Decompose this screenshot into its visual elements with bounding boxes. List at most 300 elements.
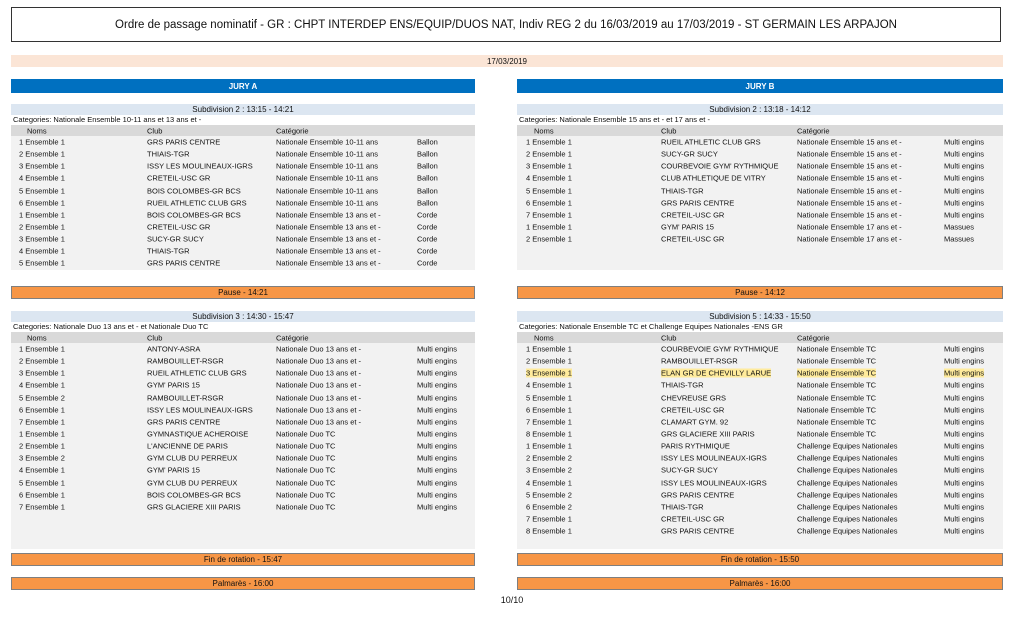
row-name: 2 Ensemble 1	[526, 234, 572, 244]
table-row	[517, 233, 1003, 245]
row-category: Nationale Ensemble 15 ans et -	[797, 149, 902, 159]
row-club: BOIS COLOMBES-GR BCS	[147, 490, 241, 500]
table-row	[11, 501, 475, 513]
row-category: Challenge Equipes Nationales	[797, 514, 898, 524]
row-category: Nationale Duo TC	[276, 429, 336, 439]
table-body	[517, 343, 1003, 549]
row-apparatus: Multi engins	[944, 417, 985, 427]
row-club: RUEIL ATHLETIC CLUB GRS	[661, 137, 761, 147]
table-row	[517, 221, 1003, 233]
row-club: SUCY-GR SUCY	[147, 234, 204, 244]
table-header	[517, 125, 1003, 136]
table-body	[517, 136, 1003, 270]
row-name: 4 Ensemble 1	[526, 380, 572, 390]
row-club: GRS PARIS CENTRE	[147, 137, 221, 147]
table-row	[11, 477, 475, 489]
row-apparatus: Multi engins	[417, 380, 458, 390]
row-name: 3 Ensemble 2	[19, 453, 65, 463]
end-rotation-bar: Fin de rotation - 15:50	[517, 553, 1003, 566]
row-club: CRETEIL-USC GR	[661, 405, 725, 415]
jury-b-subdivision-2	[517, 104, 1003, 270]
row-name: 3 Ensemble 1	[526, 368, 572, 378]
row-category: Nationale Duo TC	[276, 465, 336, 475]
header-club: Club	[147, 126, 163, 135]
table-row	[11, 489, 475, 501]
table-row	[11, 185, 475, 197]
row-apparatus: Multi engins	[944, 210, 985, 220]
table-row	[517, 160, 1003, 172]
row-category: Nationale Ensemble 13 ans et -	[276, 234, 381, 244]
row-apparatus: Massues	[944, 222, 975, 232]
row-apparatus: Ballon	[417, 186, 438, 196]
row-category: Nationale Ensemble TC	[797, 380, 877, 390]
table-row	[11, 197, 475, 209]
row-name: 2 Ensemble 1	[526, 356, 572, 366]
row-apparatus: Ballon	[417, 149, 438, 159]
row-club: SUCY-GR SUCY	[661, 465, 718, 475]
table-row	[517, 525, 1003, 537]
table-row	[517, 197, 1003, 209]
row-club: ELAN GR DE CHEVILLY LARUE	[661, 368, 772, 378]
row-category: Nationale Duo 13 ans et -	[276, 393, 362, 403]
row-category: Nationale Ensemble 13 ans et -	[276, 210, 381, 220]
row-apparatus: Multi engins	[944, 186, 985, 196]
row-club: RAMBOUILLET-RSGR	[661, 356, 738, 366]
row-apparatus: Multi engins	[417, 356, 458, 366]
table-row	[517, 489, 1003, 501]
row-category: Nationale Ensemble 13 ans et -	[276, 258, 381, 268]
row-name: 6 Ensemble 1	[19, 490, 65, 500]
table-row-empty	[11, 537, 475, 549]
row-name: 7 Ensemble 1	[526, 514, 572, 524]
row-club: GYMNASTIQUE ACHEROISE	[147, 429, 249, 439]
row-name: 8 Ensemble 1	[526, 526, 572, 536]
table-row	[517, 209, 1003, 221]
row-name: 4 Ensemble 1	[526, 173, 572, 183]
row-club: GRS PARIS CENTRE	[147, 417, 221, 427]
row-apparatus: Multi engins	[944, 405, 985, 415]
row-club: CRETEIL-USC GR	[147, 222, 211, 232]
row-name: 2 Ensemble 1	[19, 149, 65, 159]
table-row	[11, 221, 475, 233]
row-apparatus: Multi engins	[944, 490, 985, 500]
row-name: 2 Ensemble 1	[19, 441, 65, 451]
date-bar: 17/03/2019	[11, 55, 1003, 67]
row-category: Challenge Equipes Nationales	[797, 526, 898, 536]
row-name: 5 Ensemble 1	[19, 478, 65, 488]
row-name: 6 Ensemble 1	[526, 405, 572, 415]
row-category: Nationale Duo 13 ans et -	[276, 380, 362, 390]
row-name: 1 Ensemble 1	[19, 210, 65, 220]
row-apparatus: Multi engins	[417, 393, 458, 403]
row-name: 7 Ensemble 1	[526, 210, 572, 220]
row-name: 4 Ensemble 1	[19, 465, 65, 475]
header-club: Club	[147, 333, 163, 342]
row-club: GYM CLUB DU PERREUX	[147, 453, 238, 463]
row-club: THIAIS-TGR	[147, 149, 190, 159]
row-apparatus: Multi engins	[417, 478, 458, 488]
categories-line: Categories: Nationale Ensemble 10-11 ans et 13 ans et -	[13, 115, 202, 124]
row-apparatus: Multi engins	[417, 368, 458, 378]
row-category: Nationale Ensemble 10-11 ans	[276, 137, 379, 147]
schedule-table	[517, 125, 1003, 270]
row-name: 1 Ensemble 1	[19, 137, 65, 147]
row-name: 3 Ensemble 1	[526, 161, 572, 171]
row-club: THIAIS-TGR	[661, 186, 704, 196]
row-apparatus: Multi engins	[944, 502, 985, 512]
row-club: GRS PARIS CENTRE	[147, 258, 221, 268]
table-row	[517, 404, 1003, 416]
row-name: 7 Ensemble 1	[19, 417, 65, 427]
subdivision-title: Subdivision 5 : 14:33 - 15:50	[517, 311, 1003, 322]
table-row	[11, 148, 475, 160]
row-category: Nationale Duo 13 ans et -	[276, 405, 362, 415]
table-row-empty	[517, 257, 1003, 269]
row-club: L'ANCIENNE DE PARIS	[147, 441, 228, 451]
row-category: Nationale Ensemble 15 ans et -	[797, 137, 902, 147]
row-apparatus: Multi engins	[944, 393, 985, 403]
row-category: Challenge Equipes Nationales	[797, 490, 898, 500]
row-apparatus: Corde	[417, 258, 438, 268]
row-club: ISSY LES MOULINEAUX-IGRS	[147, 405, 253, 415]
subdivision-title: Subdivision 3 : 14:30 - 15:47	[11, 311, 475, 322]
table-body	[11, 343, 475, 549]
row-category: Nationale Ensemble 10-11 ans	[276, 198, 379, 208]
row-apparatus: Corde	[417, 246, 438, 256]
table-row-empty	[11, 513, 475, 525]
row-apparatus: Ballon	[417, 173, 438, 183]
table-row	[517, 355, 1003, 367]
row-name: 4 Ensemble 1	[526, 478, 572, 488]
page-number: 10/10	[500, 595, 524, 605]
table-row	[11, 257, 475, 269]
table-row-empty	[11, 525, 475, 537]
row-club: GYM' PARIS 15	[147, 380, 200, 390]
row-apparatus: Multi engins	[417, 417, 458, 427]
row-club: GRS GLACIERE XIII PARIS	[147, 502, 241, 512]
row-name: 5 Ensemble 1	[19, 258, 65, 268]
row-club: GRS PARIS CENTRE	[661, 526, 735, 536]
row-apparatus: Multi engins	[417, 490, 458, 500]
row-apparatus: Multi engins	[944, 344, 985, 354]
subdivision-title: Subdivision 2 : 13:15 - 14:21	[11, 104, 475, 115]
row-club: CRETEIL-USC GR	[661, 234, 725, 244]
table-row	[11, 404, 475, 416]
row-category: Challenge Equipes Nationales	[797, 478, 898, 488]
row-name: 7 Ensemble 1	[526, 417, 572, 427]
row-apparatus: Multi engins	[944, 368, 985, 378]
table-row	[517, 185, 1003, 197]
table-row	[11, 416, 475, 428]
row-name: 3 Ensemble 1	[19, 368, 65, 378]
row-name: 5 Ensemble 1	[19, 186, 65, 196]
row-category: Nationale Ensemble 13 ans et -	[276, 246, 381, 256]
row-name: 3 Ensemble 1	[19, 161, 65, 171]
categories-line: Categories: Nationale Ensemble 15 ans et - et 17 ans et -	[519, 115, 710, 124]
row-name: 8 Ensemble 1	[526, 429, 572, 439]
row-name: 4 Ensemble 1	[19, 246, 65, 256]
schedule-table	[517, 332, 1003, 549]
table-row	[11, 160, 475, 172]
header-names: Noms	[534, 333, 554, 342]
row-category: Nationale Ensemble 15 ans et -	[797, 161, 902, 171]
row-name: 1 Ensemble 1	[19, 429, 65, 439]
row-club: SUCY-GR SUCY	[661, 149, 718, 159]
row-category: Nationale Ensemble TC	[797, 405, 877, 415]
row-apparatus: Multi engins	[944, 453, 985, 463]
table-row	[517, 367, 1003, 379]
row-club: CRETEIL-USC GR	[661, 210, 725, 220]
table-body	[11, 136, 475, 270]
row-category: Nationale Duo TC	[276, 478, 336, 488]
jury-a-subdivision-3	[11, 311, 475, 549]
header-category: Catégorie	[797, 333, 830, 342]
row-name: 6 Ensemble 1	[19, 198, 65, 208]
row-apparatus: Ballon	[417, 161, 438, 171]
header-club: Club	[661, 126, 677, 135]
row-apparatus: Multi engins	[417, 429, 458, 439]
table-row	[11, 355, 475, 367]
row-apparatus: Corde	[417, 234, 438, 244]
row-category: Nationale Ensemble 15 ans et -	[797, 198, 902, 208]
row-name: 2 Ensemble 1	[526, 149, 572, 159]
table-row	[11, 452, 475, 464]
table-row	[517, 343, 1003, 355]
table-row	[517, 392, 1003, 404]
table-row-empty	[517, 245, 1003, 257]
jury-b-subdivision-5	[517, 311, 1003, 549]
row-apparatus: Multi engins	[417, 453, 458, 463]
row-club: COURBEVOIE GYM' RYTHMIQUE	[661, 344, 779, 354]
row-name: 2 Ensemble 1	[19, 222, 65, 232]
row-category: Nationale Ensemble 10-11 ans	[276, 149, 379, 159]
table-row	[517, 477, 1003, 489]
row-name: 6 Ensemble 1	[526, 198, 572, 208]
row-category: Nationale Ensemble 17 ans et -	[797, 234, 902, 244]
row-category: Nationale Ensemble TC	[797, 368, 877, 378]
header-names: Noms	[27, 126, 47, 135]
row-club: CRETEIL-USC GR	[147, 173, 211, 183]
jury-b-header: JURY B	[517, 79, 1003, 93]
row-apparatus: Multi engins	[944, 161, 985, 171]
categories-line: Categories: Nationale Ensemble TC et Challenge Equipes Nationales -ENS GR	[519, 322, 783, 331]
table-row-empty	[517, 537, 1003, 549]
table-row	[11, 367, 475, 379]
row-name: 5 Ensemble 1	[526, 186, 572, 196]
row-category: Challenge Equipes Nationales	[797, 441, 898, 451]
jury-a-subdivision-2	[11, 104, 475, 270]
row-apparatus: Multi engins	[944, 198, 985, 208]
header-category: Catégorie	[797, 126, 830, 135]
table-row	[517, 428, 1003, 440]
row-name: 3 Ensemble 2	[526, 465, 572, 475]
table-row	[11, 379, 475, 391]
row-name: 1 Ensemble 1	[19, 344, 65, 354]
row-apparatus: Multi engins	[944, 137, 985, 147]
row-category: Nationale Duo 13 ans et -	[276, 344, 362, 354]
row-apparatus: Multi engins	[944, 380, 985, 390]
row-club: CLAMART GYM. 92	[661, 417, 729, 427]
table-row	[517, 148, 1003, 160]
schedule-table	[11, 125, 475, 270]
row-category: Nationale Duo TC	[276, 502, 336, 512]
row-club: GRS GLACIERE XIII PARIS	[661, 429, 755, 439]
row-club: GYM' PARIS 15	[147, 465, 200, 475]
row-category: Nationale Duo 13 ans et -	[276, 417, 362, 427]
row-apparatus: Ballon	[417, 137, 438, 147]
row-apparatus: Corde	[417, 210, 438, 220]
row-apparatus: Multi engins	[417, 405, 458, 415]
row-name: 6 Ensemble 2	[526, 502, 572, 512]
pause-bar: Pause - 14:12	[517, 286, 1003, 299]
row-category: Nationale Ensemble TC	[797, 393, 877, 403]
row-club: CHEVREUSE GRS	[661, 393, 727, 403]
row-apparatus: Massues	[944, 234, 975, 244]
row-club: RAMBOUILLET-RSGR	[147, 393, 224, 403]
row-name: 2 Ensemble 1	[19, 356, 65, 366]
table-row	[517, 416, 1003, 428]
row-club: THIAIS-TGR	[147, 246, 190, 256]
row-category: Nationale Ensemble 15 ans et -	[797, 173, 902, 183]
table-row	[517, 501, 1003, 513]
row-apparatus: Multi engins	[944, 526, 985, 536]
row-club: ISSY LES MOULINEAUX-IGRS	[661, 453, 767, 463]
row-category: Nationale Ensemble 10-11 ans	[276, 161, 379, 171]
table-row	[517, 379, 1003, 391]
row-apparatus: Multi engins	[944, 441, 985, 451]
row-apparatus: Multi engins	[944, 478, 985, 488]
row-club: GYM CLUB DU PERREUX	[147, 478, 238, 488]
categories-line: Categories: Nationale Duo 13 ans et - et Nationale Duo TC	[13, 322, 209, 331]
table-row	[11, 136, 475, 148]
jury-a-header: JURY A	[11, 79, 475, 93]
row-club: GRS PARIS CENTRE	[661, 490, 735, 500]
table-row	[517, 440, 1003, 452]
row-apparatus: Multi engins	[944, 173, 985, 183]
table-row	[11, 172, 475, 184]
row-name: 2 Ensemble 2	[526, 453, 572, 463]
row-category: Challenge Equipes Nationales	[797, 453, 898, 463]
table-row	[517, 464, 1003, 476]
table-header	[11, 332, 475, 343]
row-club: CLUB ATHLETIQUE DE VITRY	[661, 173, 766, 183]
table-row	[517, 513, 1003, 525]
header-category: Catégorie	[276, 126, 309, 135]
row-category: Nationale Ensemble TC	[797, 344, 877, 354]
row-apparatus: Multi engins	[944, 149, 985, 159]
header-club: Club	[661, 333, 677, 342]
row-club: GRS PARIS CENTRE	[661, 198, 735, 208]
table-header	[11, 125, 475, 136]
row-category: Nationale Ensemble TC	[797, 356, 877, 366]
row-name: 6 Ensemble 1	[19, 405, 65, 415]
table-row	[517, 172, 1003, 184]
row-name: 3 Ensemble 1	[19, 234, 65, 244]
row-club: COURBEVOIE GYM' RYTHMIQUE	[661, 161, 779, 171]
row-club: THIAIS-TGR	[661, 380, 704, 390]
header-names: Noms	[27, 333, 47, 342]
row-apparatus: Multi engins	[944, 356, 985, 366]
row-apparatus: Multi engins	[944, 465, 985, 475]
row-name: 1 Ensemble 1	[526, 137, 572, 147]
jury-a-column	[11, 79, 475, 588]
row-category: Nationale Duo 13 ans et -	[276, 356, 362, 366]
row-category: Nationale Ensemble 15 ans et -	[797, 186, 902, 196]
row-club: RUEIL ATHLETIC CLUB GRS	[147, 368, 247, 378]
row-category: Nationale Ensemble TC	[797, 429, 877, 439]
row-club: PARIS RYTHMIQUE	[661, 441, 730, 451]
table-row	[517, 452, 1003, 464]
subdivision-title: Subdivision 2 : 13:18 - 14:12	[517, 104, 1003, 115]
palmares-bar: Palmarès - 16:00	[11, 577, 475, 590]
row-club: BOIS COLOMBES-GR BCS	[147, 210, 241, 220]
row-apparatus: Multi engins	[417, 441, 458, 451]
row-category: Nationale Ensemble 10-11 ans	[276, 173, 379, 183]
row-apparatus: Ballon	[417, 198, 438, 208]
table-row	[11, 464, 475, 476]
row-category: Nationale Duo 13 ans et -	[276, 368, 362, 378]
row-club: ISSY LES MOULINEAUX-IGRS	[661, 478, 767, 488]
row-club: RAMBOUILLET-RSGR	[147, 356, 224, 366]
row-name: 1 Ensemble 1	[526, 344, 572, 354]
table-row	[11, 233, 475, 245]
table-row	[517, 136, 1003, 148]
row-category: Nationale Ensemble 15 ans et -	[797, 210, 902, 220]
row-name: 4 Ensemble 1	[19, 173, 65, 183]
table-header	[517, 332, 1003, 343]
row-category: Nationale Duo TC	[276, 441, 336, 451]
row-apparatus: Multi engins	[417, 465, 458, 475]
row-name: 1 Ensemble 1	[526, 222, 572, 232]
row-apparatus: Multi engins	[944, 429, 985, 439]
table-row	[11, 209, 475, 221]
row-apparatus: Multi engins	[417, 344, 458, 354]
palmares-bar: Palmarès - 16:00	[517, 577, 1003, 590]
row-club: THIAIS-TGR	[661, 502, 704, 512]
table-row	[11, 392, 475, 404]
row-category: Nationale Ensemble 17 ans et -	[797, 222, 902, 232]
row-name: 5 Ensemble 2	[526, 490, 572, 500]
row-name: 5 Ensemble 2	[19, 393, 65, 403]
row-club: BOIS COLOMBES-GR BCS	[147, 186, 241, 196]
table-row	[11, 440, 475, 452]
row-name: 5 Ensemble 1	[526, 393, 572, 403]
pause-bar: Pause - 14:21	[11, 286, 475, 299]
row-category: Nationale Ensemble 10-11 ans	[276, 186, 379, 196]
table-row	[11, 245, 475, 257]
row-category: Challenge Equipes Nationales	[797, 465, 898, 475]
row-name: 1 Ensemble 1	[526, 441, 572, 451]
row-club: ISSY LES MOULINEAUX-IGRS	[147, 161, 253, 171]
row-club: ANTONY-ASRA	[147, 344, 201, 354]
table-row	[11, 428, 475, 440]
row-name: 7 Ensemble 1	[19, 502, 65, 512]
row-apparatus: Multi engins	[417, 502, 458, 512]
table-row	[11, 343, 475, 355]
end-rotation-bar: Fin de rotation - 15:47	[11, 553, 475, 566]
row-club: RUEIL ATHLETIC CLUB GRS	[147, 198, 247, 208]
row-category: Challenge Equipes Nationales	[797, 502, 898, 512]
row-category: Nationale Duo TC	[276, 490, 336, 500]
row-category: Nationale Ensemble 13 ans et -	[276, 222, 381, 232]
row-apparatus: Multi engins	[944, 514, 985, 524]
row-club: GYM' PARIS 15	[661, 222, 714, 232]
row-category: Nationale Duo TC	[276, 453, 336, 463]
jury-b-column	[517, 79, 1003, 588]
row-club: CRETEIL-USC GR	[661, 514, 725, 524]
row-apparatus: Corde	[417, 222, 438, 232]
schedule-table	[11, 332, 475, 549]
